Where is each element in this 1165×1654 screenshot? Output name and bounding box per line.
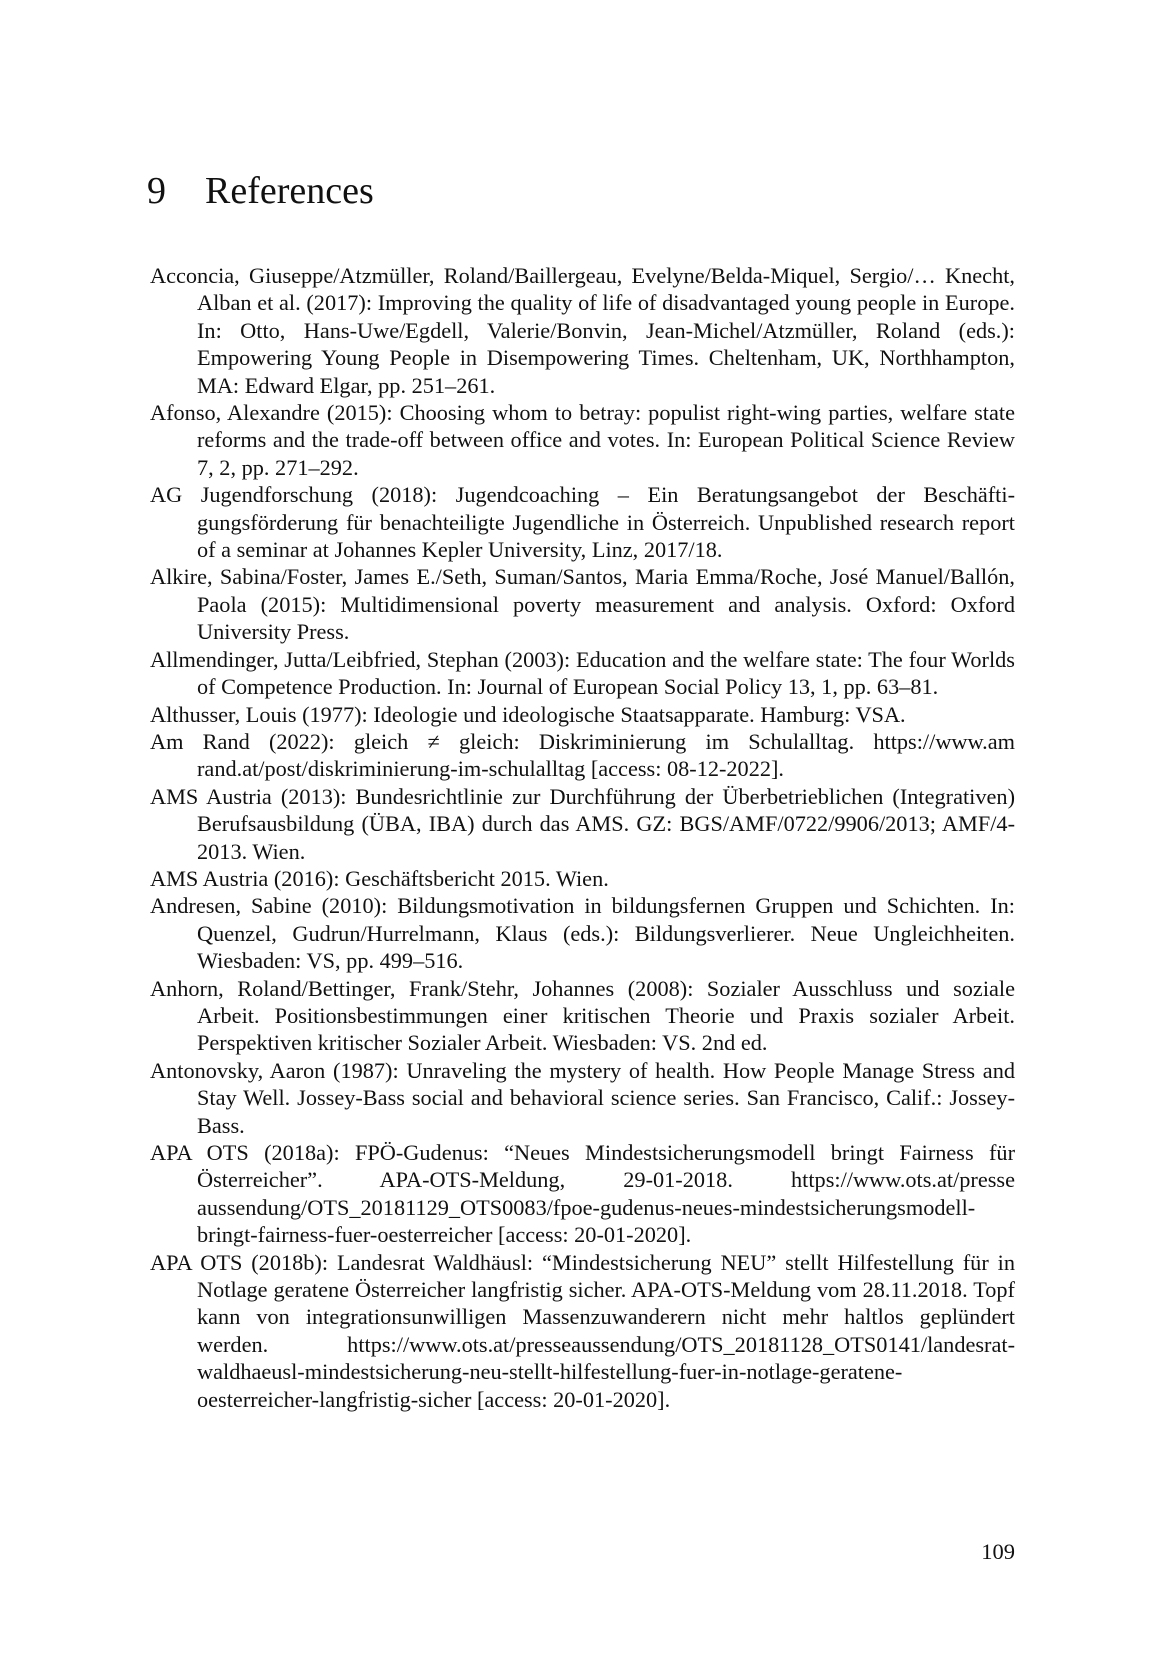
reference-entry: Allmendinger, Jutta/Leibfried, Stephan (2003): Education and the welfare state: The four Worlds of Competence Production. In: Journal of European Social Policy 13, 1, pp. 63–81.	[150, 646, 1015, 700]
reference-entry: Afonso, Alexandre (2015): Choosing whom to betray: populist right-wing parties, welfare state reforms and the trade-off between office and votes. In: European Political Science Review 7, 2, pp. 271–292.	[150, 400, 1015, 480]
reference-entry: Anhorn, Roland/Bettinger, Frank/Stehr, Johannes (2008): Sozialer Ausschluss und soziale Arbeit. Positionsbestimmungen einer kritischen Theorie und Praxis sozialer Arbeit. Perspektiven kritischer Sozialer Arbeit. Wiesbaden: VS. 2nd ed.	[150, 975, 1015, 1056]
reference-entry: Antonovsky, Aaron (1987): Unraveling the mystery of health. How People Manage Stress and Stay Well. Jossey-Bass social and behavioral science series. San Francisco, Calif.: Jossey-Bass.	[150, 1057, 1015, 1138]
section-number: 9	[147, 170, 166, 212]
reference-entry: Am Rand (2022): gleich ≠ gleich: Diskriminierung im Schulalltag. https://www.am​rand.at/post/diskriminierung-im-schulalltag [access: 08-12-2022].	[150, 728, 1015, 782]
reference-entry: APA OTS (2018b): Landesrat Waldhäusl: “Mindestsicherung NEU” stellt Hilfestellung für in Notlage geratene Österreicher langfristig sicher. APA-OTS-Meldung vom 28.11.2018. Topf kann von integrationsunwilligen Massenzuwanderern nicht mehr haltlos geplündert werden. https://www.ots.at/presseaussendung/OTS_2018112​8_OTS0141/landesrat-waldhaeusl-mindestsicherung-neu-stellt-hilfestellung-fuer-​in-notlage-geratene-oesterreicher-langfristig-sicher [access: 20-01-2020].	[150, 1249, 1015, 1412]
section-title: References	[205, 170, 374, 212]
reference-entry: AMS Austria (2013): Bundesrichtlinie zur Durchführung der Überbetrieblichen (Integrativen) Berufsausbildung (ÜBA, IBA) durch das AMS. GZ: BGS/AMF/0722/​9906/2013; AMF/4-2013. Wien.	[150, 783, 1015, 864]
reference-list	[150, 262, 1015, 1413]
reference-entry: Althusser, Louis (1977): Ideologie und ideologische Staatsapparate. Hamburg: VSA.	[150, 701, 906, 727]
reference-entry: AMS Austria (2016): Geschäftsbericht 2015. Wien.	[150, 865, 609, 891]
page-number: 109	[981, 1539, 1015, 1564]
reference-entry: Acconcia, Giuseppe/Atzmüller, Roland/Baillergeau, Evelyne/Belda-Miquel, Sergio/… Knecht, Alban et al. (2017): Improving the quality of life of disadvantaged young people in Europe. In: Otto, Hans-Uwe/Egdell, Valerie/Bonvin, Jean-Michel/Atzmüller, Roland (eds.): Empowering Young People in Disempowering Times. Cheltenham, UK, Northhampton, MA: Edward Elgar, pp. 251–261.	[150, 263, 1015, 398]
reference-entry: Andresen, Sabine (2010): Bildungsmotivation in bildungsfernen Gruppen und Schichten. In: Quenzel, Gudrun/Hurrelmann, Klaus (eds.): Bildungsverlierer. Neue Ungleichheiten. Wiesbaden: VS, pp. 499–516.	[150, 893, 1015, 974]
section-heading	[147, 168, 374, 214]
reference-entry: APA OTS (2018a): FPÖ-Gudenus: “Neues Mindestsicherungsmodell bringt Fairness für Österreicher”. APA-OTS-Meldung, 29-01-2018. https://www.ots.at/presse​aussendung/OTS_20181129_OTS0083/fpoe-gudenus-neues-mindestsicherungs​modell-bringt-fairness-fuer-oesterreicher [access: 20-01-2020].	[150, 1140, 1015, 1248]
reference-entry: Alkire, Sabina/Foster, James E./Seth, Suman/Santos, Maria Emma/Roche, José Manuel/Ballón, Paola (2015): Multidimensional poverty measurement and analysis. Oxford: Oxford University Press.	[150, 564, 1015, 645]
reference-entry: AG Jugendforschung (2018): Jugendcoaching – Ein Beratungsangebot der Beschäftigungsförderung für benachteiligte Jugendliche in Österreich. Unpublished research report of a seminar at Johannes Kepler University, Linz, 2017/18.	[150, 482, 1015, 563]
